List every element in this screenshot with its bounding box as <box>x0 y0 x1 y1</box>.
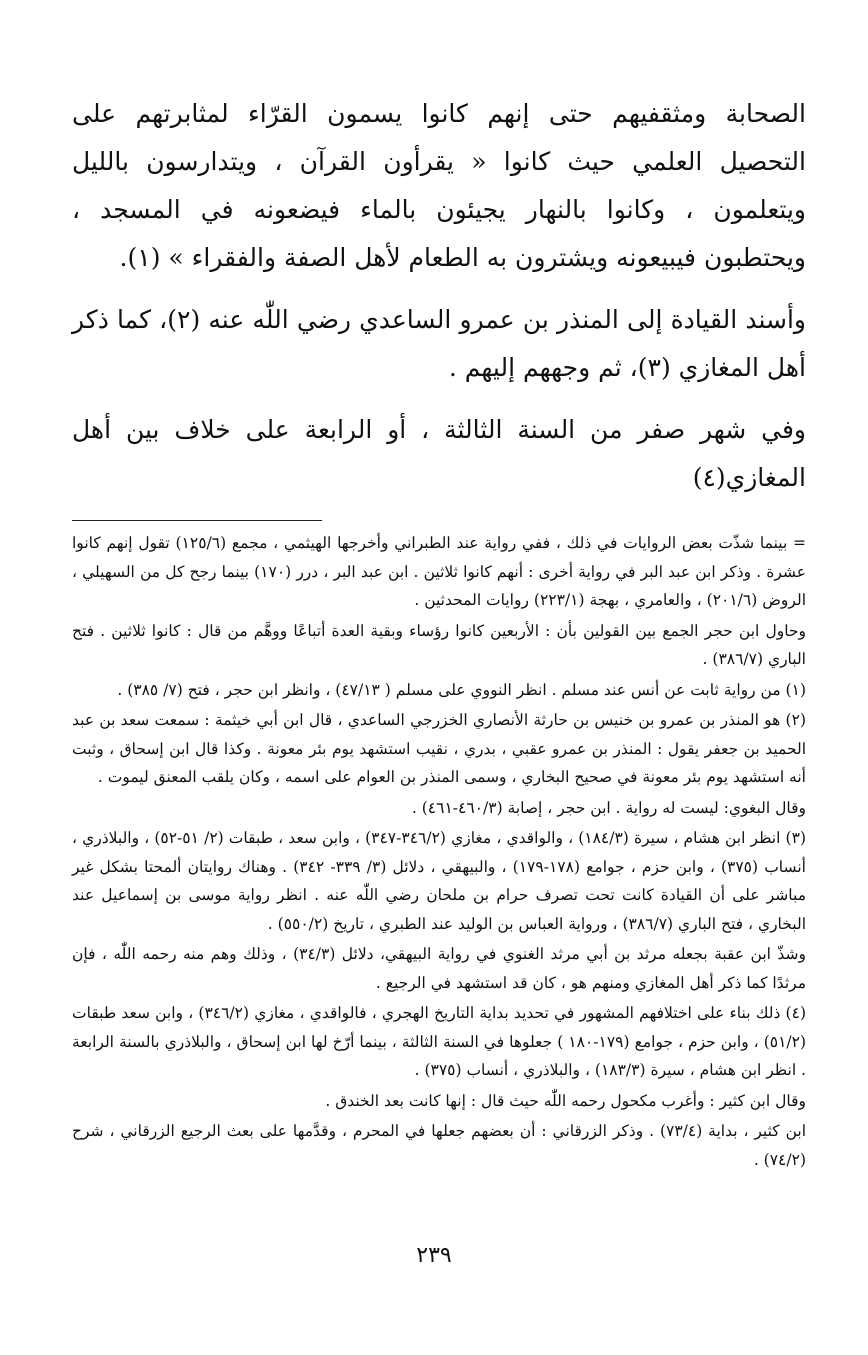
main-paragraph-3: وفي شهر صفر من السنة الثالثة ، أو الرابعة على خلاف بين أهل المغازي(٤) <box>72 415 806 492</box>
footnote-paragraph: ابن كثير ، بداية (٧٣/٤) . وذكر الزرقاني : أن بعضهم جعلها في المحرم ، وقدَّمها على بعث الرجيع الزرقاني ، شرح (٧٤/٢) . <box>72 1122 806 1169</box>
footnote-divider <box>72 520 322 521</box>
footnote-3: (٣) انظر ابن هشام ، سيرة (١٨٤/٣) ، والواقدي ، مغازي (٣٤٦/٢-٣٤٧) ، وابن سعد ، طبقات (٢/ ٥١-٥٢) ، والبلاذري ، أنساب (٣٧٥) ، وابن حزم ، جوامع (١٧٨-١٧٩) ، والبيهقي ، دلائل (٣/ ٣٣٩- ٣٤٢) . وهناك روايتان ألمحتا بشكل غير مباشر على أن القيادة كانت تحت تصرف حرام بن ملحان رضي اللّٰه عنه . انظر رواية موسى بن إسماعيل عند البخاري ، فتح الباري (٣٨٦/٧) ، ورواية العباس بن الوليد عند الطبري ، تاريخ (٥٥٠/٢) . <box>72 829 806 933</box>
footnote-1: (١) من رواية ثابت عن أنس عند مسلم . انظر النووي على مسلم ( ٤٧/١٣) ، وانظر ابن حجر ، فتح (٧/ ٣٨٥) . <box>117 680 806 699</box>
footnote-paragraph: وقال ابن كثير : وأغرب مكحول رحمه اللّٰه حيث قال : إنها كانت بعد الخندق . <box>325 1091 806 1110</box>
footnote-paragraph: وقال البغوي: ليست له رواية . ابن حجر ، إصابة (٤٦٠/٣-٤٦١) . <box>411 798 806 817</box>
footnote-2: (٢) هو المنذر بن عمرو بن خنيس بن حارثة الأنصاري الخزرجي الساعدي ، قال ابن أبي خيثمة : سمعت سعد بن عبد الحميد بن جعفر يقول : المنذر بن عمرو عقبي ، بدري ، نقيب استشهد يوم بئر معونة . وكذا قال ابن إسحاق ، وثبت أنه استشهد يوم بئر معونة في صحيح البخاري ، وسمى المنذر بن العوام على اسمه ، وكان يلقب المعنق ليموت . <box>72 711 806 786</box>
footnote-paragraph: وشذّ ابن عقبة بجعله مرثد بن أبي مرثد الغنوي في رواية البيهقي، دلائل (٣٤/٣) ، وذلك وهم منه رحمه اللّٰه ، فإن مرثدًا كما ذكر أهل المغازي ومنهم هو ، كان قد استشهد في الرجيع . <box>72 945 806 992</box>
page-number: ٢٣٩ <box>416 1243 452 1268</box>
footnote-paragraph: وحاول ابن حجر الجمع بين القولين بأن : الأربعين كانوا رؤساء وبقية العدة أتباعًا ووهَّم من قال : كانوا ثلاثين . فتح الباري (٣٨٦/٧) . <box>72 621 806 668</box>
main-text <box>72 90 806 502</box>
footnote-continuation: = بينما شذّت بعض الروايات في ذلك ، ففي رواية عند الطبراني وأخرجها الهيثمي ، مجمع (١٢٥/٦) تقول إنهم كانوا عشرة . وذكر ابن عبد البر في رواية أخرى : أنهم كانوا ثلاثين . ابن عبد البر ، درر (١٧٠) بينما رجح كل من السهيلي ، الروض (٢٠١/٦) ، والعامري ، بهجة (٢٢٣/١) روايات المحدثين . <box>72 534 807 609</box>
main-paragraph-1: الصحابة ومثقفيهم حتى إنهم كانوا يسمون القرّاء لمثابرتهم على التحصيل العلمي حيث كانوا « يقرأون القرآن ، ويتدارسون بالليل ويتعلمون ، وكانوا بالنهار يجيئون بالماء فيضعونه في المسجد ، ويحتطبون فيبيعونه ويشترون به الطعام لأهل الصفة والفقراء » (١). <box>72 99 806 272</box>
footnotes <box>72 529 806 1174</box>
footnote-4: (٤) ذلك بناء على اختلافهم المشهور في تحديد بداية التاريخ الهجري ، فالواقدي ، مغازي (٣٤٦/٢) ، وابن سعد طبقات (٥١/٢) ، وابن حزم ، جوامع (١٧٩-١٨٠ ) جعلوها في السنة الثالثة ، بينما أرّخ لها ابن إسحاق ، والبلاذري بالسنة الرابعة . انظر ابن هشام ، سيرة (١٨٣/٣) ، والبلاذري ، أنساب (٣٧٥) . <box>72 1004 807 1079</box>
main-paragraph-2: وأسند القيادة إلى المنذر بن عمرو الساعدي رضي اللّٰه عنه (٢)، كما ذكر أهل المغازي (٣)، ثم وجههم إليهم . <box>72 305 806 382</box>
